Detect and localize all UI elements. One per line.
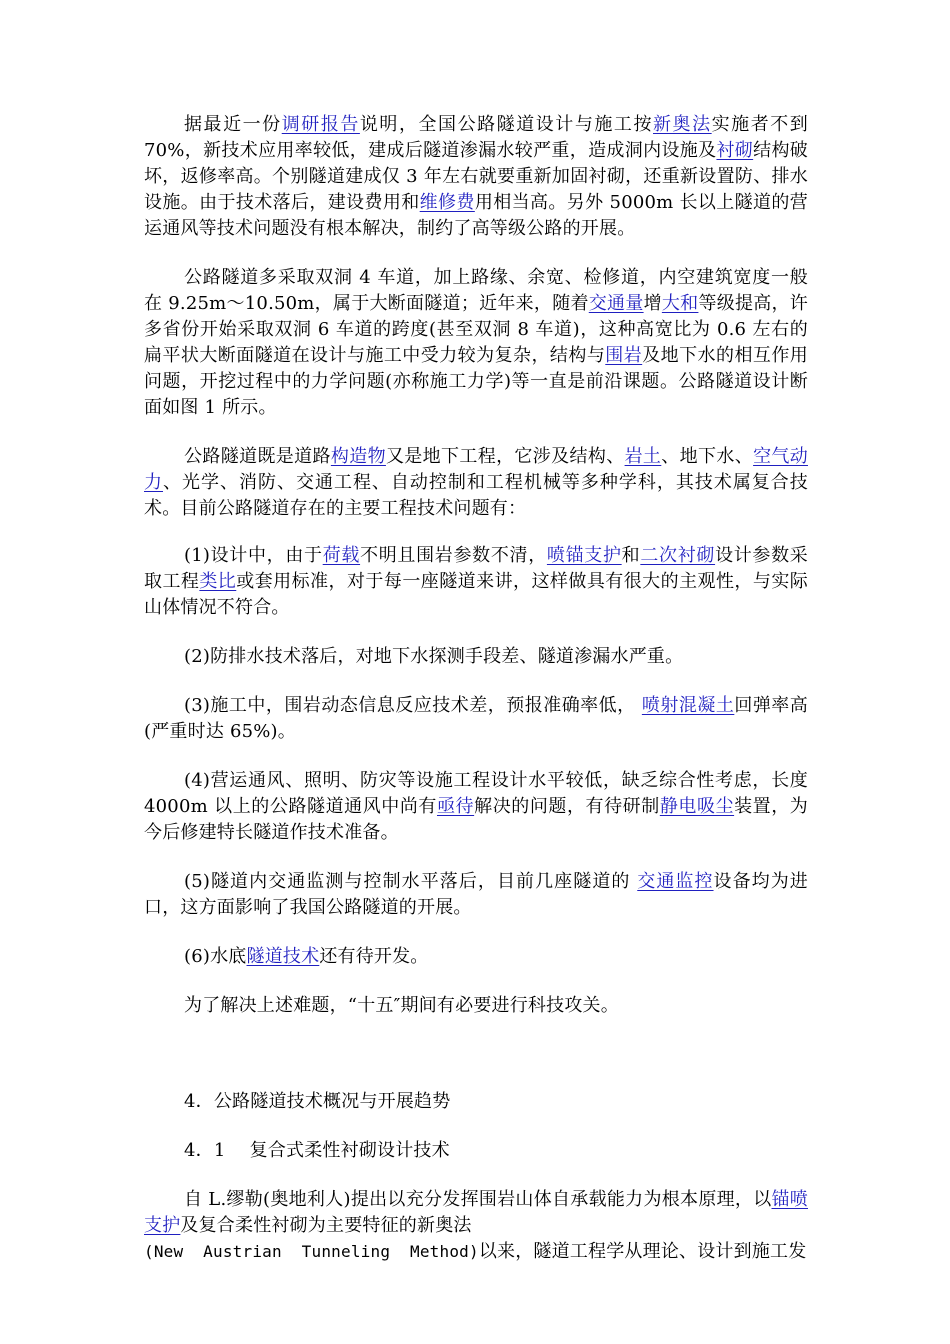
text-run: 说明，全国公路隧道设计与施工按: [359, 114, 654, 135]
section-heading-4: 4．公路隧道技术概况与开展趋势: [184, 1091, 451, 1112]
hyperlink[interactable]: 二次衬砌: [640, 545, 716, 566]
text-run: 增: [643, 293, 662, 314]
text-run: 及复合柔性衬砌为主要特征的新奥法: [180, 1215, 472, 1236]
text-run: 用相当高。另外 5000m 长以上隧道的营运通风等技术问题没有根本解决，制约了高等级公路的开展。: [144, 192, 808, 239]
paragraph-conclusion: [144, 993, 808, 1019]
text-run: (4)营运通风、照明、防灾等设施工程设计水平较低，缺乏综合性考虑，长度 4000m 以上的公路隧道通风中尚有: [144, 770, 808, 817]
text-run: 实施者不到70%，新技术应用率较低，建成后隧道渗漏水较严重，造成洞内设施及: [144, 114, 809, 161]
text-run: 或套用标准，对于每一座隧道来讲，这样做具有很大的主观性，与实际山体情况不符合。: [144, 571, 808, 618]
text-run: 不明且围岩参数不清，: [360, 545, 547, 566]
text-run: 及地下水的相互作用问题，开挖过程中的力学问题(亦称施工力学)等一直是前沿课题。公路隧道设计断面如图 1 所示。: [144, 345, 808, 418]
hyperlink[interactable]: 构造物: [330, 446, 386, 467]
text-run: 据最近一份: [184, 114, 282, 135]
hyperlink[interactable]: 锚喷支护: [144, 1189, 808, 1236]
paragraph-issue-1: [144, 543, 808, 621]
text-run: 解决的问题，有待研制: [474, 796, 660, 817]
paragraph-1: [144, 112, 808, 242]
hyperlink[interactable]: 荷载: [322, 545, 361, 566]
text-run: (3)施工中，围岩动态信息反应技术差，预报准确率低，: [184, 695, 642, 716]
hyperlink[interactable]: 空气动力: [144, 446, 808, 493]
text-run: 为了解决上述难题，“十五″期间有必要进行科技攻关。: [184, 995, 619, 1016]
text-run: (6)水底: [184, 946, 247, 967]
text-run: 装置，为今后修建特长隧道作技术准备。: [144, 796, 808, 843]
text-run: 设备均为进口，这方面影响了我国公路隧道的开展。: [144, 871, 809, 918]
document-body: [144, 112, 808, 1265]
paragraph-issue-4: [144, 768, 808, 846]
hyperlink[interactable]: 维修费: [419, 192, 475, 213]
paragraph-natm: [144, 1187, 808, 1239]
text-run: 还有待开发。: [319, 946, 429, 967]
text-run: 公路隧道既是道路: [184, 446, 331, 467]
text-run: 结构破坏，返修率高。个别隧道建成仅 3 年左右就要重新加固衬砌，还重新设置防、排水设施。由于技术落后，建设费用和: [144, 140, 808, 213]
hyperlink[interactable]: 交通量: [588, 293, 644, 314]
hyperlink[interactable]: 喷锚支护: [546, 545, 622, 566]
hyperlink[interactable]: 岩土: [624, 446, 662, 467]
hyperlink[interactable]: 围岩: [605, 345, 643, 366]
hyperlink[interactable]: 调研报告: [281, 114, 360, 135]
hyperlink[interactable]: 新奥法: [653, 114, 712, 135]
paragraph-2: [144, 265, 808, 421]
natm-continuation-text: 以来，隧道工程学从理论、设计到施工发: [478, 1241, 807, 1262]
text-run: 和: [621, 545, 641, 566]
paragraph-3: [144, 444, 808, 522]
hyperlink[interactable]: 交通监控: [637, 871, 714, 892]
hyperlink[interactable]: 类比: [199, 571, 237, 592]
natm-english-name: (New Austrian Tunneling Method): [144, 1242, 479, 1261]
text-run: 、光学、消防、交通工程、自动控制和工程机械等多种学科，其技术属复合技术。目前公路隧道存在的主要工程技术问题有：: [144, 472, 809, 519]
text-run: 公路隧道多采取双洞 4 车道，加上路缘、余宽、检修道，内空建筑宽度一般在 9.25m～10.50m，属于大断面隧道；近年来，随着: [144, 267, 808, 314]
text-run: (5)隧道内交通监测与控制水平落后，目前几座隧道的: [184, 871, 638, 892]
hyperlink[interactable]: 衬砌: [716, 140, 754, 161]
text-run: 等级提高，许多省份开始采取双洞 6 车道的跨度(甚至双洞 8 车道)，这种高宽比为 0.6 左右的扁平状大断面隧道在设计与施工中受力较为复杂，结构与: [144, 293, 809, 366]
text-run: 又是地下工程，它涉及结构、: [385, 446, 625, 467]
hyperlink[interactable]: 隧道技术: [246, 946, 320, 967]
hyperlink[interactable]: 喷射混凝土: [641, 695, 735, 716]
hyperlink[interactable]: 大和: [661, 293, 699, 314]
text-run: (1)设计中，由于: [184, 545, 323, 566]
text-run: 、地下水、: [661, 446, 754, 467]
paragraph-issue-6: [144, 944, 808, 970]
paragraph-issue-3: [144, 693, 808, 745]
paragraph-issue-5: [144, 869, 808, 921]
text-run: 自 L.缪勒(奥地利人)提出以充分发挥围岩山体自承载能力为根本原理，以: [184, 1189, 772, 1210]
section-heading-4-1: 4．1 复合式柔性衬砌设计技术: [184, 1140, 450, 1161]
text-run: 设计参数采取工程: [144, 545, 808, 592]
paragraph-natm-continued: [144, 1239, 808, 1265]
text-run: (2)防排水技术落后，对地下水探测手段差、隧道渗漏水严重。: [184, 646, 684, 667]
hyperlink[interactable]: 亟待: [436, 796, 475, 817]
paragraph-issue-2: [144, 644, 808, 670]
hyperlink[interactable]: 静电吸尘: [659, 796, 735, 817]
text-run: 回弹率高(严重时达 65%)。: [144, 695, 808, 742]
